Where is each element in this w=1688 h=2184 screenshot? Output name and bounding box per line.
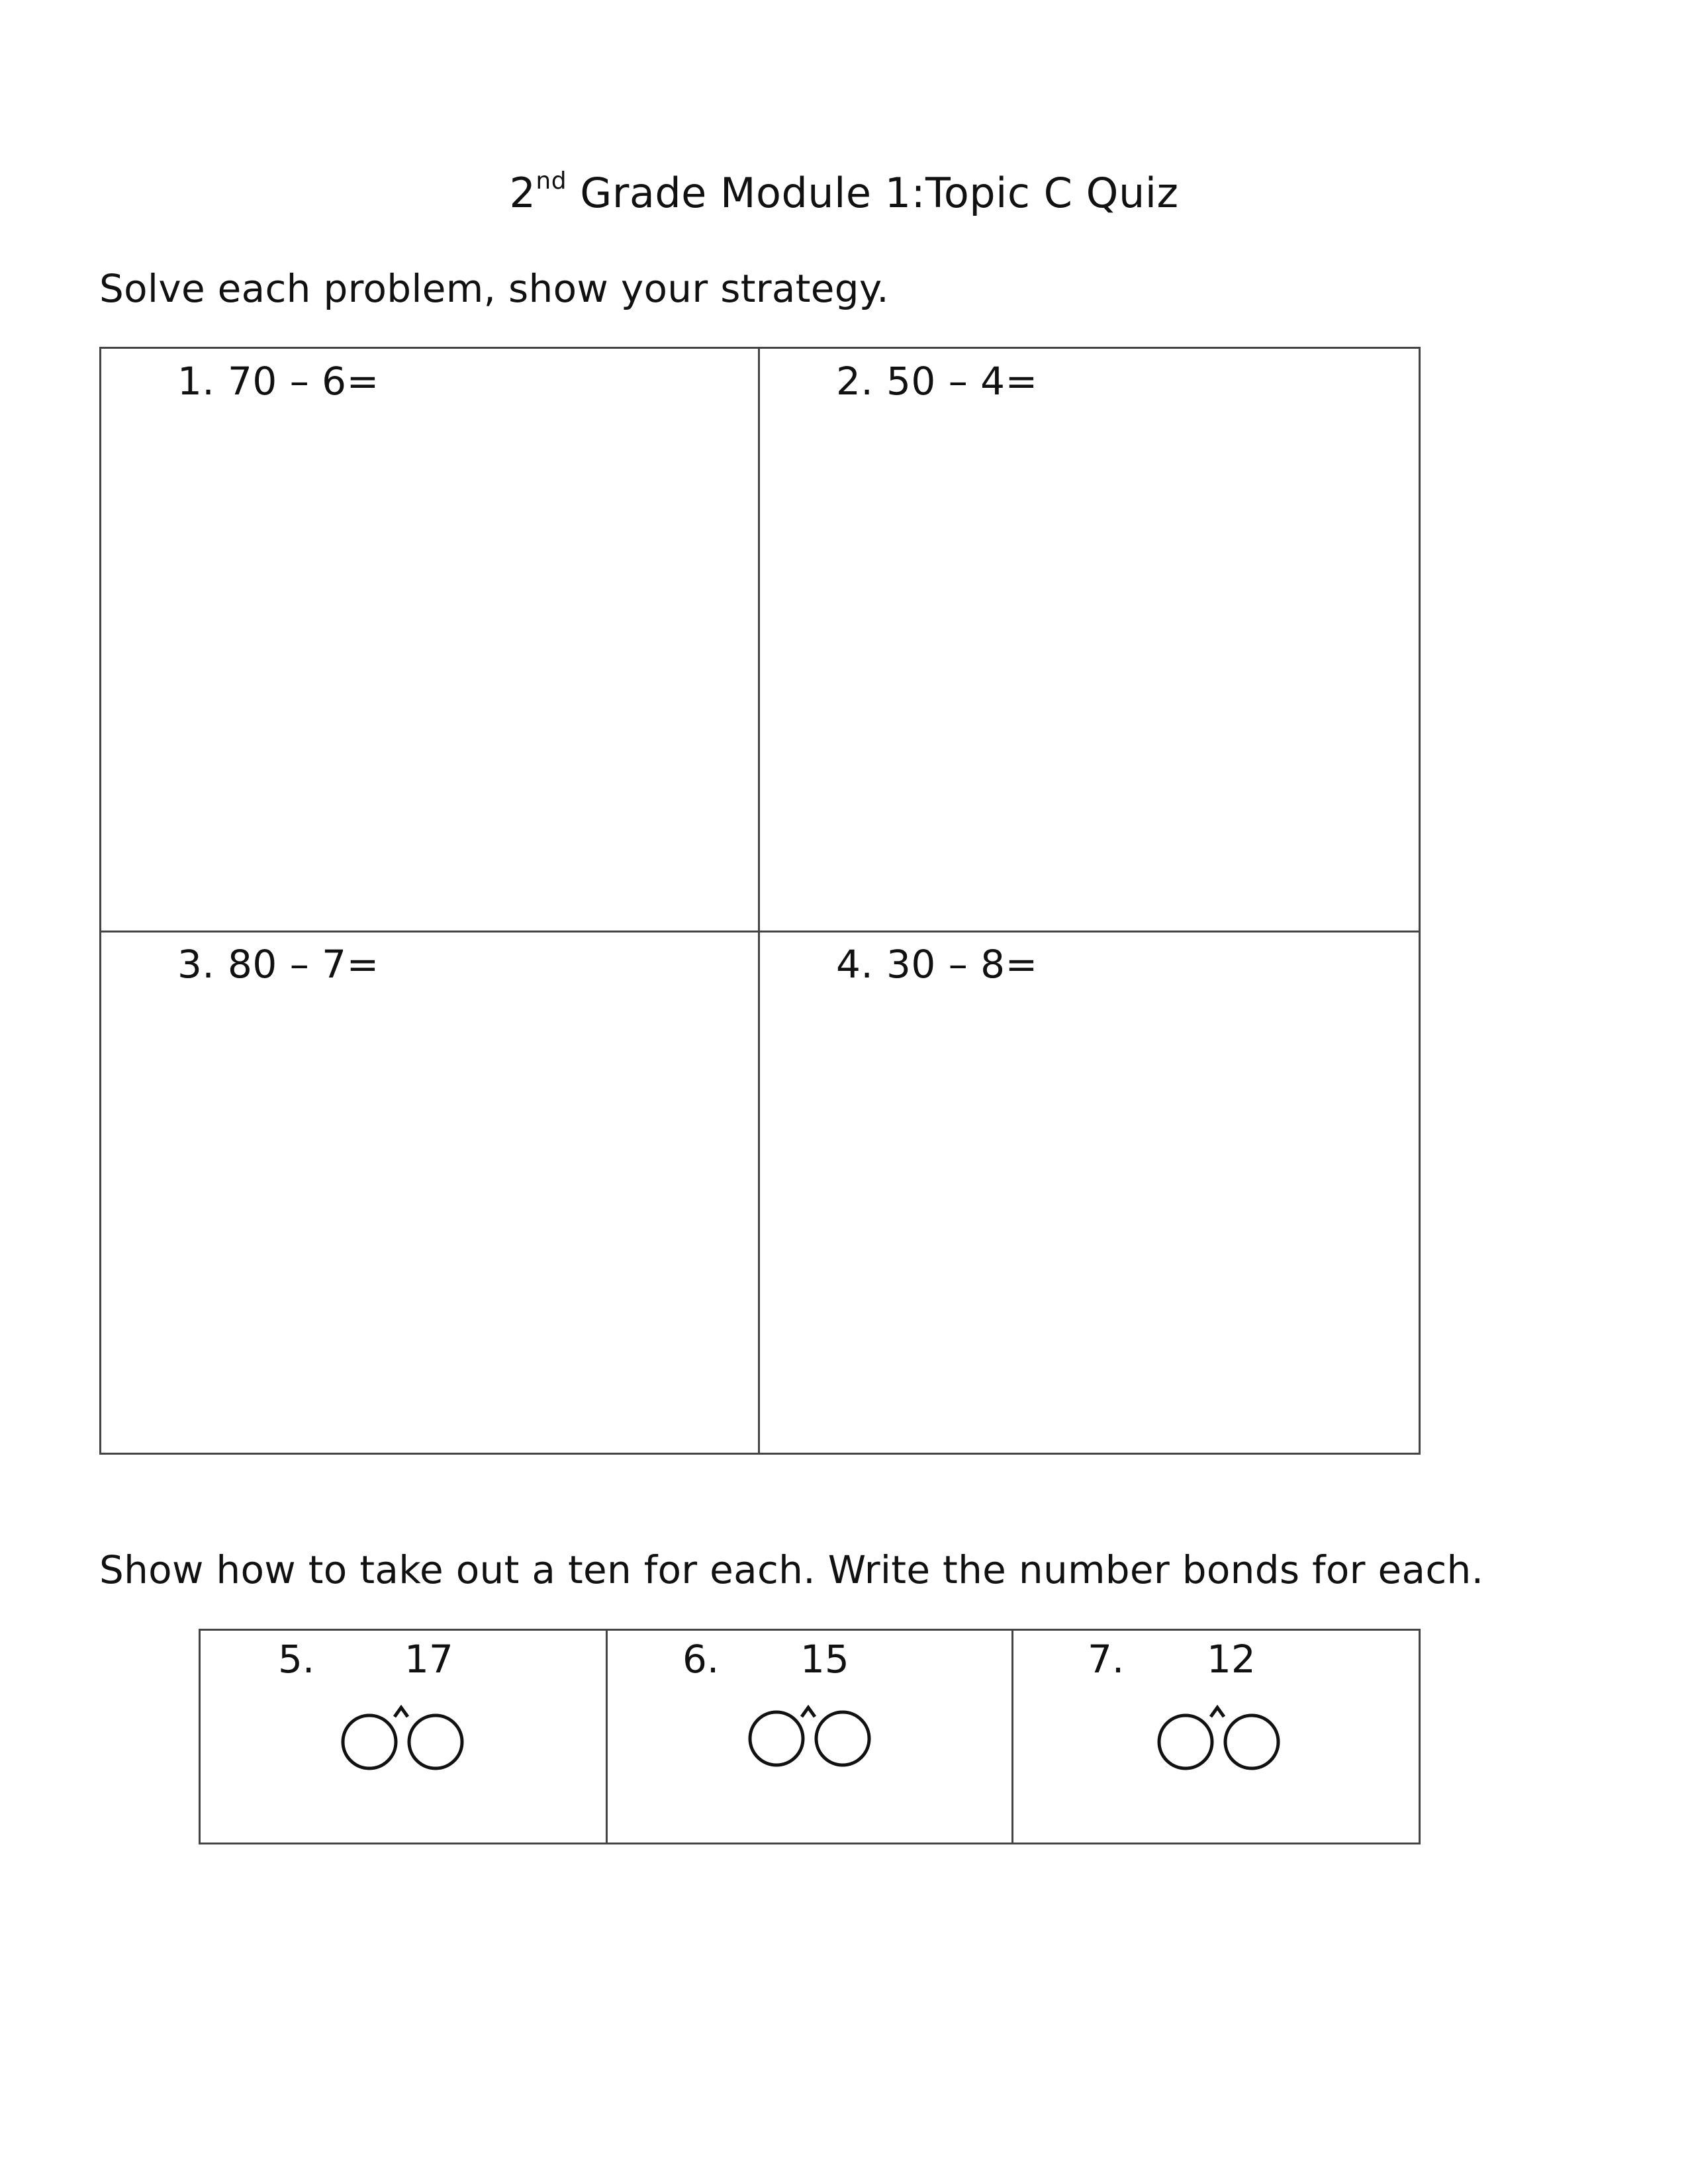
page-title — [0, 167, 1688, 220]
number-bond-7-icon[interactable] — [1152, 1702, 1285, 1775]
number-bond-table — [199, 1629, 1421, 1844]
section2-instruction: Show how to take out a ten for each. Write the number bonds for each. — [99, 1547, 1484, 1592]
problem-3[interactable] — [177, 941, 379, 987]
problem-1[interactable] — [177, 358, 379, 404]
bond-divider — [1011, 1631, 1013, 1843]
section1-instruction: Solve each problem, show your strategy. — [99, 266, 889, 311]
title-superscript: nd — [536, 167, 567, 195]
title-rest: Grade Module 1:Topic C Quiz — [567, 169, 1179, 217]
grid-horizontal-divider — [101, 931, 1419, 933]
bond-total-7: 12 — [1207, 1637, 1256, 1682]
problem-number: 1. — [177, 359, 215, 404]
title-prefix: 2 — [509, 169, 536, 217]
problem-number: 4. — [836, 942, 874, 987]
number-bond-6-icon[interactable] — [743, 1702, 876, 1775]
problem-2[interactable] — [836, 358, 1038, 404]
problem-number: 3. — [177, 942, 215, 987]
problem-number: 2. — [836, 359, 874, 404]
bond-total-5: 17 — [404, 1637, 453, 1682]
bond-number-5: 5. — [278, 1637, 315, 1682]
problem-expression: 30 – 8= — [886, 942, 1038, 987]
bond-number-7: 7. — [1088, 1637, 1125, 1682]
problem-expression: 50 – 4= — [886, 359, 1038, 404]
problem-expression: 80 – 7= — [228, 942, 379, 987]
number-bond-5-icon[interactable] — [336, 1702, 469, 1775]
problem-grid — [99, 347, 1421, 1455]
grid-vertical-divider — [758, 349, 760, 1453]
problem-expression: 70 – 6= — [228, 359, 379, 404]
problem-4[interactable] — [836, 941, 1038, 987]
bond-total-6: 15 — [800, 1637, 849, 1682]
bond-number-6: 6. — [682, 1637, 720, 1682]
bond-divider — [606, 1631, 608, 1843]
